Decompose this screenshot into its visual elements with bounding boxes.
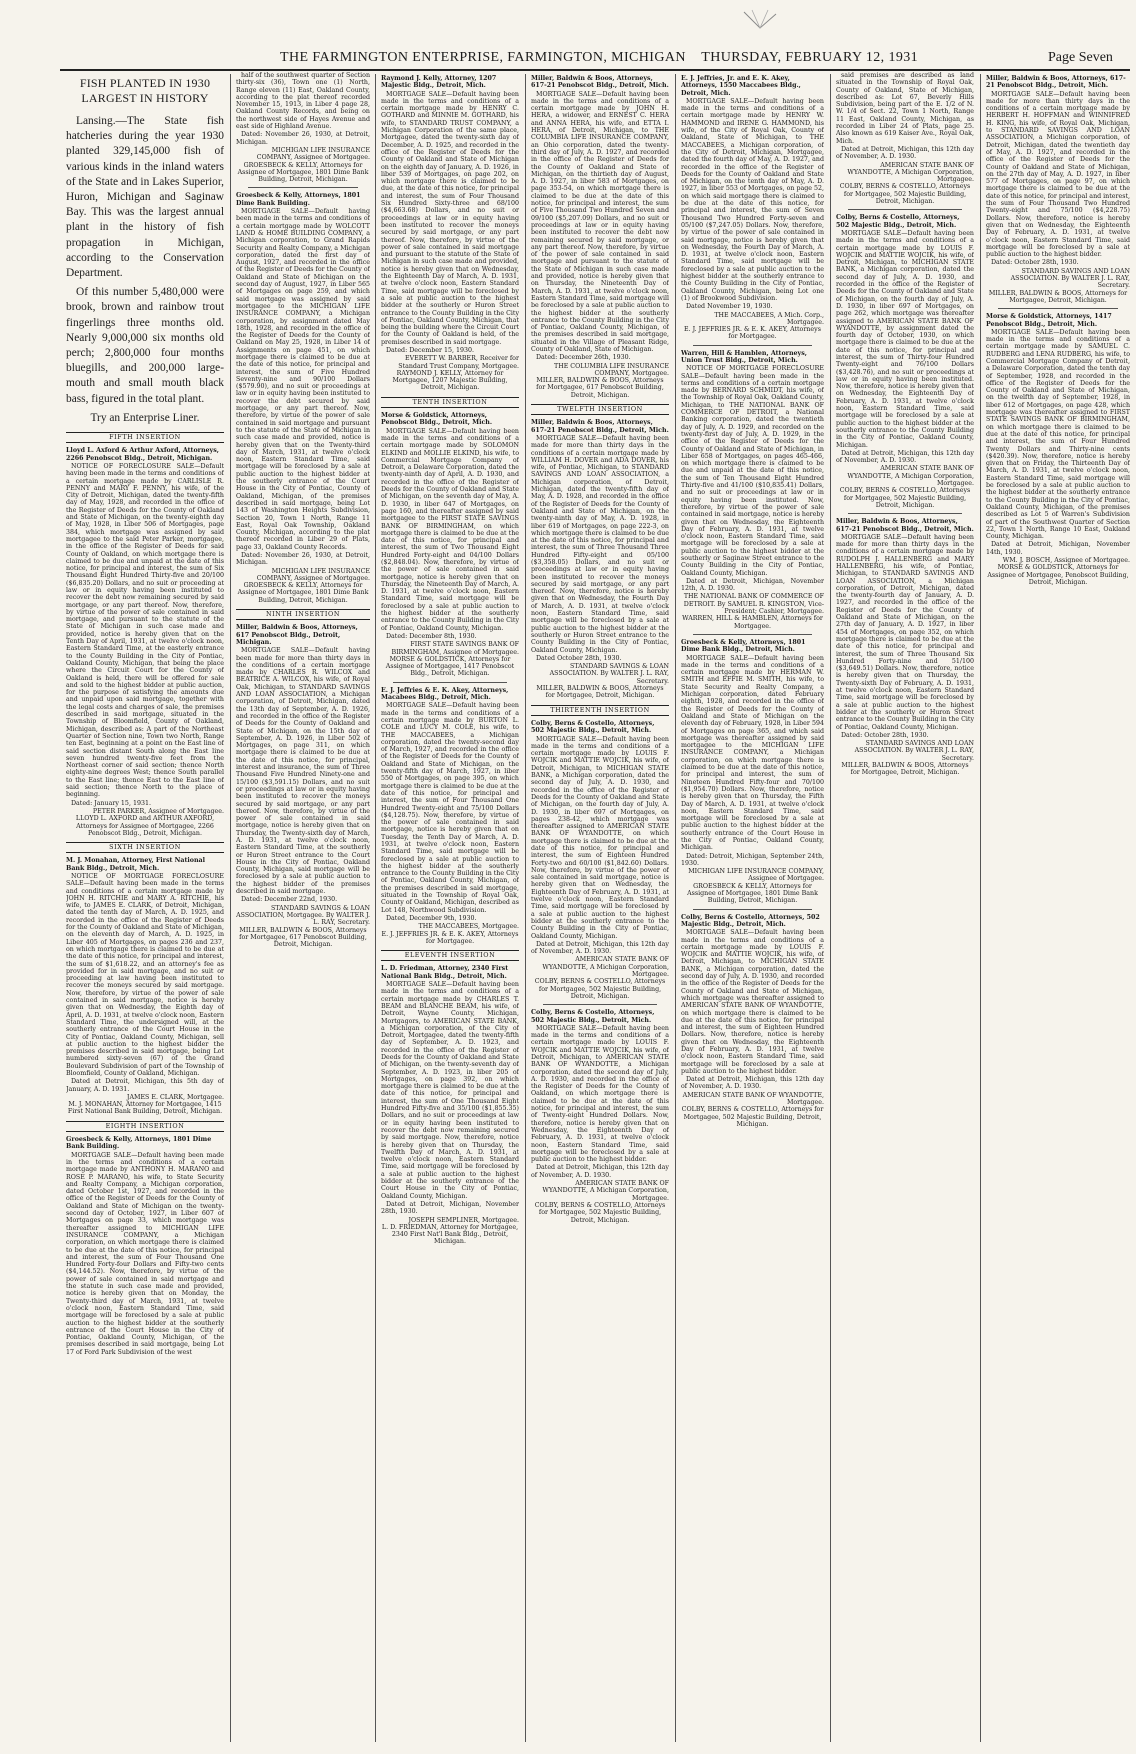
notice-signature: AMERICAN STATE BANK OF WYANDOTTE, A Michigan Corporation, Mortgagee. bbox=[542, 1180, 669, 1202]
notice-attorney: MILLER, BALDWIN & BOOS, Attorneys for Mortgagee, Detroit, Michigan. bbox=[988, 289, 1128, 304]
notice-date: Dated: Detroit, Michigan, September 24th, 1930. bbox=[681, 852, 824, 867]
column-6 bbox=[836, 72, 974, 1742]
notice-body: MORTGAGE SALE—Default having been made for more than thirty days in the conditions of a certain mortgage made by CHARLES R. WILCOX and BEATRICE A. WILCOX, his wife, of Royal Oak, Michigan, to STANDARD SAVINGS AND LOAN ASSOCIATION, a Michigan corporation, of Detroit, Michigan, dated the 13th day of September, A. D. 1926, and recorded in the office of the Register of Deeds for the County of Oakland and State of Michigan, on the 15th day of September, A. D. 1926, in Liber 502 of Mortgages, on page 311, on which mortgage there is claimed to be due at the date of this notice, for principal, interest and insurance, the sum of Three Thousand Five Hundred Ninety-one and 15/100 ($3,591.15) Dollars, and no suit or proceedings at law or in equity having been instituted to recover the moneys secured by said mortgage, or any part thereof. Now, therefore, by virtue of the power of sale contained in said mortgage, notice is hereby given that on Thursday, the Twenty-sixth day of March, A. D. 1931, at twelve o'clock noon, Eastern Standard Time, at the southerly or Huron Street entrance to the Court House in the City of Pontiac, Oakland County, Michigan, said mortgage will be foreclosed by a sale at public auction to the highest bidder of the premises described in said mortgage. bbox=[236, 647, 370, 896]
notice-body: MORTGAGE SALE—Default having been made in the terms and conditions of a certain mortgage made by LOUIS F. WOJCIK and MATTIE WOJCIK, his wife, of Detroit, Michigan, to MICHIGAN STATE BANK, a Michigan corporation, dated the second day of July, A. D. 1930, and recorded in the office of the Register of Deeds for the County of Oakland and State of Michigan, which mortgage was thereafter assigned to AMERICAN STATE BANK OF WYANDOTTE, on which mortgage there is claimed to be due at the date of this notice, for principal and interest, the sum of Eighteen Hundred Dollars. Now, therefore, notice is hereby given that on Wednesday, the Eighteenth Day of February, A. D. 1931, at twelve o'clock noon, Eastern Standard Time, said mortgage will be foreclosed by a sale at public auction to the highest bidder. bbox=[681, 929, 824, 1075]
notice-signature: AMERICAN STATE BANK OF WYANDOTTE, A Michigan Corporation, Mortgagee. bbox=[542, 956, 669, 979]
notice-body: MORTGAGE SALE—Default having been made for more than thirty days in the conditions of a certain mortgage made by WILLIAM H. DOVER and ADA DOVER, his wife, of Pontiac, Michigan, to STANDARD SAVINGS AND LOAN ASSOCIATION, a Michigan corporation, of Detroit, Michigan, dated the twenty-fifth day of May, A. D. 1928, and recorded in the office of the Register of Deeds for the County of Oakland and State of Michigan, on the twenty-ninth day of May, A. D. 1928, in liber 619 of Mortgages, on page 222-3, on which mortgage there is claimed to be due at the date of this notice, for principal and interest, the sum of Three Thousand Three Hundred Fifty-eight and 05/100 ($3,358.05) Dollars, and no suit or proceedings at law or in equity having been instituted to recover the moneys secured by said mortgage, or any part thereof. Now, therefore, notice is hereby given that on Wednesday, the Fourth Day of March, A. D. 1931, at twelve o'clock noon, Eastern Standard Time, said mortgage will be foreclosed by a sale at public auction to the highest bidder at the southerly or Huron Street entrance to the County Building in the City of Pontiac, Oakland County, Michigan. bbox=[531, 434, 669, 654]
notice-body: NOTICE OF MORTGAGE FORECLOSURE SALE—Default having been made in the terms and conditions of a certain mortgage made by BERNARD SCHMIDT, his wife, of the Township of Royal Oak, Oakland County, Michigan, to THE NATIONAL BANK OF COMMERCE OF DETROIT, a National Banking corporation, dated the twentieth day of July, A. D. 1929, and recorded on the twenty-first day of July, A. D. 1929, in the office of the Register of Deeds for the County of Oakland and State of Michigan, in Liber 658 of Mortgages, on pages 465-466, on which mortgage there is claimed to be due and unpaid at the date of this notice, the sum of Ten Thousand Eight Hundred Thirty-five and 41/100 ($10,835.41) Dollars, and no suit or proceedings at law or in equity having been instituted. Now, therefore, by virtue of the power of sale contained in said mortgage, notice is hereby given that on Wednesday, the Eighteenth Day of February, A. D. 1931, at twelve o'clock noon, Eastern Standard Time, said mortgage will be foreclosed by a sale at public auction to the highest bidder at the southerly or Saginaw Street entrance to the County Building in the City of Pontiac, Oakland County, Michigan. bbox=[681, 365, 824, 577]
notice-attorney: MORSE & GOLDSTICK, Attorneys for Assignee of Mortgagee, Penobscot Building, Detroit, Michigan. bbox=[987, 564, 1129, 586]
legal-notice bbox=[66, 857, 224, 1115]
section-heading: SIXTH INSERTION bbox=[66, 842, 224, 853]
legal-notice bbox=[986, 313, 1130, 586]
masthead-paper-name: THE FARMINGTON ENTERPRISE, FARMINGTON, MICHIGAN bbox=[280, 50, 686, 65]
notice-date: Dated at Detroit, Michigan, this 12th day of November, A. D. 1930. bbox=[531, 1164, 669, 1179]
column-2 bbox=[236, 72, 370, 1742]
notice-signature: AMERICAN STATE BANK OF WYANDOTTE, A Michigan Corporation, Mortgagee. bbox=[847, 161, 974, 184]
legal-notice bbox=[531, 720, 669, 1000]
lead-headline bbox=[66, 76, 224, 106]
notice-body: MORTGAGE SALE—Default having been made in the terms and conditions of a certain mortgage made by HENRY W. HAMMOND and IRENE G. HAMMOND, his wife, of the City of Royal Oak, County of Oakland, State of Michigan, to THE MACCABEES, a Michigan corporation, of the City of Detroit, Michigan, Mortgagee, dated the fourth day of May, A. D. 1927, and recorded in the office of the Register of Deeds for the County of Oakland and State of Michigan, on the tenth day of May, A. D. 1927, in liber 553 of Mortgages, on page 52, on which said mortgage there is claimed to be due at the date of this notice, for principal and interest, the sum of Seven Thousand Two Hundred Forty-seven and 05/100 ($7,247.05) Dollars. Now, therefore, by virtue of the power of sale contained in said mortgage, notice is hereby given that on Wednesday, the Fourth Day of March, A. D. 1931, at twelve o'clock noon, Eastern Standard Time, said mortgage will be foreclosed by a sale at public auction to the highest bidder at the southerly entrance to the County Building in the City of Pontiac, Oakland County, Michigan, being Lot one (1) of Brookwood Subdivision. bbox=[681, 97, 824, 302]
legal-notice bbox=[236, 192, 370, 604]
lead-liner: Try an Enterprise Liner. bbox=[90, 411, 200, 424]
notice-heading: Miller, Baldwin & Boos, Attorneys, 617 Penobscot Bldg., Detroit, Michigan. bbox=[236, 624, 358, 646]
notice-divider bbox=[693, 909, 812, 910]
legal-notice bbox=[66, 447, 224, 837]
notice-divider bbox=[393, 682, 507, 683]
notice-attorney: GROESBECK & KELLY, Attorneys for Assignee of Mortgagee, 1801 Dime Bank Building, Detroit, Michigan. bbox=[687, 882, 818, 905]
legal-notice bbox=[681, 639, 824, 905]
notice-body: MORTGAGE SALE—Default having been made in the terms and conditions of a certain mortgage made by LOUIS F. WOJCIK and MATTIE WOJCIK, his wife, of Detroit, Michigan, to AMERICAN STATE BANK OF WYANDOTTE, a Michigan corporation, dated the second day of July, A. D. 1930, and recorded in the office of the Register of Deeds for the County of Oakland, on which mortgage there is claimed to be due at the date of this notice, for principal and interest, the sum of Twenty-eight Hundred Dollars. Now, therefore, notice is hereby given that on Wednesday, the Eighteenth Day of February, A. D. 1931, at twelve o'clock noon, Eastern Standard Time, said mortgage will be foreclosed by a sale at public auction to the highest bidder. bbox=[531, 1024, 669, 1164]
notice-signature: WM. J. BOSCH, Assignee of Mortgagee. bbox=[1002, 557, 1130, 564]
legal-notice bbox=[381, 412, 519, 678]
notice-body: MORTGAGE SALE—Default having been made for more than thirty days in the conditions of a certain mortgage made by HERBERT H. HOFFMAN and WINNIFRED H. KING, his wife, of Royal Oak, Michigan, to STANDARD SAVINGS AND LOAN ASSOCIATION, a Michigan corporation, of Detroit, Michigan, dated the twentieth day of May, A. D. 1927, and recorded in the office of the Register of Deeds for the County of Oakland and State of Michigan, on the 27th day of May, A. D. 1927, in liber 577 of Mortgages, on page 97, on which mortgage there is claimed to be due at the date of this notice, for principal and interest, the sum of Four Thousand Two Hundred Twenty-eight and 75/100 ($4,228.75) Dollars. Now, therefore, notice is hereby given that on Wednesday, the Eighteenth Day of February, A. D. 1931, at twelve o'clock noon, Eastern Standard Time, said mortgage will be foreclosed by a sale at public auction to the highest bidder. bbox=[986, 90, 1130, 259]
notice-signature: THE COLUMBIA LIFE INSURANCE COMPANY, Mortgagee. bbox=[554, 362, 669, 377]
masthead-title bbox=[280, 50, 1040, 66]
notice-attorney: RAYMOND J. KELLY, Attorney for Mortgagee, 1207 Majestic Building, Detroit, Michigan. bbox=[392, 369, 508, 392]
notice-heading: M. J. Monahan, Attorney, First National Bank Bldg., Detroit, Mich. bbox=[66, 857, 206, 872]
notice-date: Dated: October 28th, 1930. bbox=[841, 731, 929, 739]
notice-signature: JAMES E. CLARK, Mortgagee. bbox=[126, 1093, 224, 1101]
notice-body: half of the southwest quarter of Section thirty-six (36), Town one (1) North, Range eleven (11) East, Oakland County, according to the plat thereof recorded November 15, 1913, in Liber 4 page 28, Oakland County Records, and being on the northwest side of Hayes Avenue and east side of Highland Avenue. bbox=[236, 72, 370, 131]
legal-notice bbox=[381, 687, 519, 945]
legal-notice bbox=[531, 75, 669, 399]
notice-date: Dated: December 8th, 1930. bbox=[386, 632, 477, 640]
notice-signature: STANDARD SAVINGS & LOAN ASSOCIATION. By WALTER J. L. RAY, Secretary. bbox=[549, 663, 669, 685]
notice-body: said premises are described as land situated in the Township of Royal Oak, County of Oakland, State of Michigan, described as: Lot 67, Beverly Hills Subdivision, being part of the E. 1/2 of N. W. 1/4 of Sect. 22, Town 1 North, Range 11 East, Oakland County, Michigan, as recorded in Liber 24 of Plats, page 25. Also known as 619 Kaiser Ave., Royal Oak, Mich. bbox=[836, 72, 974, 145]
notice-attorney: COLBY, BERNS & COSTELLO, Attorneys for Mortgagee, 502 Majestic Building, Detroit, Michigan. bbox=[681, 1106, 824, 1128]
notice-signature: MICHIGAN LIFE INSURANCE COMPANY, Assignee of Mortgagee. bbox=[688, 868, 824, 883]
ink-smudge bbox=[740, 8, 780, 34]
notice-date: Dated at Detroit, Michigan, November 12th, A. D. 1930. bbox=[681, 577, 824, 593]
column-4 bbox=[531, 72, 669, 1742]
notice-signature: JOSEPH SEMPLINER, Mortgagee. bbox=[408, 1216, 519, 1224]
notice-date: Dated: December 26th, 1930. bbox=[536, 354, 631, 362]
notice-heading: Morse & Goldstick, Attorneys, Penobscot Bldg., Detroit, Mich. bbox=[381, 412, 493, 427]
notice-heading: Raymond J. Kelly, Attorney, 1207 Majestic Bldg., Detroit, Mich. bbox=[381, 75, 497, 90]
legal-notice bbox=[681, 350, 824, 630]
notice-body: MORTGAGE SALE—Default having been made in the terms and conditions of a certain mortgage made by CHARLES T. BEAM and BLANCHE BEAM, his wife, of Detroit, Wayne County, Michigan, Mortgagors, to AMERICAN STATE BANK, a Michigan corporation, of the City of Detroit, Mortgagee, dated the twenty-fifth day of September, A. D. 1923, and recorded in the office of the Register of Deeds for the County of Oakland and State of Michigan, on the twenty-seventh day of September, A. D. 1923, in liber 205 of Mortgages, on page 392, on which mortgage there is claimed to be due at the date of this notice, for principal and interest, the sum of One Thousand Eight Hundred Fifty-five and 35/100 ($1,855.35) Dollars, and no suit or proceedings at law or in equity having been instituted to recover the debt now remaining secured by said mortgage. Now, therefore, notice is hereby given that on Thursday, the Twelfth Day of March, A. D. 1931, at twelve o'clock noon, Eastern Standard Time, said mortgage will be foreclosed by a sale at public auction to the highest bidder at the southerly entrance of the Court House in the City of Pontiac, Oakland County, Michigan. bbox=[381, 981, 519, 1200]
legal-notice bbox=[836, 214, 974, 509]
notice-attorney: MILLER, BALDWIN & BOOS, Attorneys for Mortgagee, Detroit, Michigan. bbox=[841, 762, 969, 777]
column-5 bbox=[681, 72, 824, 1742]
notice-signature: EVERETT W. BARBER, Receiver for Standard Trust Company, Mortgagee. bbox=[398, 355, 519, 370]
notice-attorney: MILLER, BALDWIN & BOOS, Attorneys for Mortgagee, 617 Penobscot Building, Detroit, Michigan. bbox=[536, 377, 664, 399]
notice-attorney: L. D. FRIEDMAN, Attorney for Mortgagee, 2340 First Nat'l Bank Bldg., Detroit, Michigan. bbox=[381, 1223, 519, 1246]
legal-notice bbox=[66, 1136, 224, 1356]
column-rule bbox=[230, 74, 231, 1742]
notice-attorney: COLBY, BERNS & COSTELLO, Attorneys for Mortgagee, 502 Majestic Building, Detroit, Michigan. bbox=[839, 487, 971, 509]
notice-heading: Morse & Goldstick, Attorneys, 1417 Penobscot Bldg., Detroit, Mich. bbox=[986, 313, 1112, 328]
notice-attorney: GROESBECK & KELLY, Attorneys for Assignee of Mortgagee, 1801 Dime Bank Building, Detroit, Michigan. bbox=[237, 161, 369, 184]
legal-notice bbox=[236, 624, 370, 948]
notice-heading: Groesbeck & Kelly, Attorneys, 1801 Dime Bank Bldg., Detroit, Mich. bbox=[681, 638, 806, 654]
notice-heading: Groesbeck & Kelly, Attorneys, 1801 Dime Bank Building. bbox=[236, 192, 361, 207]
notice-attorney: E. J. JEFFRIES JR. & E. K. AKEY, Attorneys for Mortgagee. bbox=[381, 930, 519, 945]
notice-body: MORTGAGE SALE—Default having been made in the terms and conditions of a certain mortgage made by SAMUEL C. RUDBERG and LENA RUDBERG, his wife, to Commercial Mortgage Company of Detroit, a Delaware Corporation, dated the tenth day of September, 1928, and recorded in the office of the Register of Deeds for the County of Oakland and State of Michigan, on the twelfth day of September, 1928, in liber 612 of Mortgages, on page 428, which mortgage was thereafter assigned to FIRST STATE SAVINGS BANK OF BIRMINGHAM, on which mortgage there is claimed to be due at the date of this notice, for principal and interest, the sum of Four Hundred Twenty Dollars and Thirty-nine cents ($420.39). Now, therefore, notice is hereby given that on Friday, the Thirteenth Day of March, A. D. 1931, at twelve o'clock noon, Eastern Standard Time, said mortgage will be foreclosed by a sale at public auction to the highest bidder at the southerly entrance to the County Building in the City of Pontiac, Oakland County, Michigan, of the premises described as Lot 5 of Warren's Subdivision of part of the Southwest Quarter of Section 22, Town 1 North, Range 10 East, Oakland County, Michigan. bbox=[986, 328, 1130, 541]
notice-date: Dated: January 15, 1931. bbox=[71, 799, 151, 807]
column-3 bbox=[381, 72, 519, 1742]
notice-heading: L. D. Friedman, Attorney, 2340 First National Bank Bldg., Detroit, Mich. bbox=[381, 965, 509, 980]
notice-heading: Colby, Berns & Costello, Attorneys, 502 Majestic Bldg., Detroit, Mich. bbox=[531, 1009, 655, 1024]
notice-attorney: GROESBECK & KELLY, Attorneys for Assignee of Mortgagee, 1801 Dime Bank Building, Detroit, Michigan. bbox=[237, 582, 369, 604]
legal-notice bbox=[236, 72, 370, 183]
notice-attorney: E. J. JEFFRIES JR. & E. K. AKEY, Attorneys for Mortgagee. bbox=[684, 326, 821, 341]
notice-date: Dated at Detroit, Michigan, this 5th day of January, A. D. 1931. bbox=[66, 1078, 224, 1093]
notice-signature: MICHIGAN LIFE INSURANCE COMPANY, Assignee of Mortgagee. bbox=[256, 567, 370, 582]
notice-heading: Miller, Baldwin & Boos, Attorneys, 617-21 Penobscot Bldg., Detroit, Mich. bbox=[531, 419, 669, 434]
notice-signature: THE MACCABEES, Mortgagee. bbox=[418, 923, 519, 931]
notice-divider bbox=[693, 634, 812, 635]
lead-headline-line-2: LARGEST IN HISTORY bbox=[81, 91, 209, 105]
notice-signature: STANDARD SAVINGS & LOAN ASSOCIATION, Mortgagee. By WALTER J. L. RAY, Secretary. bbox=[236, 904, 370, 927]
notice-date: Dated: November 26, 1930, at Detroit, Michigan. bbox=[236, 552, 370, 567]
notice-heading: E. J. Jeffries, Jr. and E. K. Akey, Attorneys, 1550 Maccabees Bldg., Detroit, Mich. bbox=[681, 75, 801, 97]
notice-attorney: COLBY, BERNS & COSTELLO, Attorneys for Mortgagee, 502 Majestic Building, Detroit, Michigan. bbox=[534, 978, 666, 1000]
legal-notice bbox=[681, 914, 824, 1129]
notice-attorney: COLBY, BERNS & COSTELLO, Attorneys for Mortgagee, 502 Majestic Building, Detroit, Michigan. bbox=[839, 183, 971, 206]
notice-signature: THE NATIONAL BANK OF COMMERCE OF DETROIT. By SAMUEL R. KINGSTON, Vice-President; Cashier, Mortgagee. bbox=[683, 593, 824, 616]
section-heading: TENTH INSERTION bbox=[381, 397, 519, 408]
notice-date: Dated at Detroit, Michigan, November 14th, 1930. bbox=[986, 541, 1130, 556]
notice-signature: FIRST STATE SAVINGS BANK OF BIRMINGHAM, Assignee of Mortgagee. bbox=[391, 641, 519, 656]
notice-body: MORTGAGE SALE—Default having been made in the terms and conditions of a certain mortgage made by LOUIS F. WOJCIK and MATTIE WOJCIK, his wife, of Detroit, Michigan, to MICHIGAN STATE BANK, a Michigan corporation, dated the second day of July, A. D. 1930, and recorded in the office of the Register of Deeds for the County of Oakland and State of Michigan, on the fourth day of July, A. D. 1930, in liber 697 of Mortgages, on pages 238-42, which mortgage was thereafter assigned to AMERICAN STATE BANK OF WYANDOTTE, on which mortgage there is claimed to be due at the date of this notice, for principal and interest, the sum of Eighteen Hundred Forty-two and 60/100 ($1,842.60) Dollars. Now, therefore, by virtue of the power of sale contained in said mortgage, notice is hereby given that on Wednesday, the Eighteenth Day of February, A. D. 1931, at twelve o'clock noon, Eastern Standard Time, said mortgage will be foreclosed by a sale at public auction to the highest bidder at the southerly entrance to the County Building in the City of Pontiac, Oakland County, Michigan. bbox=[531, 735, 669, 940]
page-number: Page Seven bbox=[1048, 50, 1113, 65]
section-heading: THIRTEENTH INSERTION bbox=[531, 705, 669, 716]
lead-paragraph: Of this number 5,480,000 were brook, brown and rainbow trout fingerlings three months old. Nearly 9,000,000 six months old perch; 2,800,000 four months bluegills, and 200,000 large-mouth and small mouth black bass, figured in the total plant. bbox=[66, 286, 224, 405]
notice-date: Dated at Detroit, Michigan, this 12th day of November, A. D. 1930. bbox=[836, 145, 974, 161]
notice-divider bbox=[848, 513, 962, 514]
notice-heading: Miller, Baldwin & Boos, Attorneys, 617-21 Penobscot Bldg., Detroit, Mich. bbox=[986, 75, 1126, 90]
section-heading: NINTH INSERTION bbox=[236, 609, 370, 620]
notice-attorney: MORSE & GOLDSTICK, Attorneys for Assignee of Mortgagee, 1417 Penobscot Bldg., Detroit, Michigan. bbox=[385, 655, 515, 678]
notice-signature: MICHIGAN LIFE INSURANCE COMPANY, Assignee of Mortgagee. bbox=[256, 146, 370, 162]
notice-date: Dated at Detroit, Michigan, this 12th day of November, A. D. 1930. bbox=[531, 940, 669, 956]
section-heading: TWELFTH INSERTION bbox=[531, 404, 669, 415]
notice-heading: Colby, Berns & Costello, Attorneys, 502 Majestic Bldg., Detroit, Mich. bbox=[531, 719, 655, 735]
column-rule bbox=[830, 74, 831, 1742]
notice-heading: Groesbeck & Kelly, Attorneys, 1801 Dime Bank Building. bbox=[66, 1136, 212, 1151]
column-1 bbox=[66, 72, 224, 1742]
notice-date: Dated: December 22nd, 1930. bbox=[241, 896, 338, 904]
masthead-date: THURSDAY, FEBRUARY 12, 1931 bbox=[701, 50, 919, 65]
legal-notice bbox=[381, 965, 519, 1245]
legal-notice bbox=[836, 72, 974, 205]
notice-divider bbox=[543, 1004, 657, 1005]
notice-body: NOTICE OF MORTGAGE FORECLOSURE SALE—Default having been made in the terms and conditions of a certain mortgage made by JOHN H. RITCHIE and MARY A. RITCHIE, his wife, to JAMES E. CLARK, of Detroit, Michigan, dated the tenth day of March, A. D. 1925, and recorded in the office of the Register of Deeds for the County of Oakland and State of Michigan, on the eleventh day of March, A. D. 1925, in Liber 405 of Mortgages, on pages 236 and 237, on which mortgage there is claimed to be due at the date of this notice, for principal and interest, the sum of $1,618.22, and an attorney's fee as provided for in said mortgage, and no suit or proceeding at law having been instituted to recover the moneys secured by said mortgage. Now, therefore, by virtue of the power of sale contained in said mortgage, notice is hereby given that on Wednesday, the Eighth day of April, A. D. 1931, at twelve o'clock noon, Eastern Standard Time, the undersigned will, at the southerly entrance of the Court House in the City of Pontiac, Oakland County, Michigan, sell at public auction to the highest bidder the premises described in said mortgage, being Lot numbered sixty-seven (67) of the Grand Boulevard Subdivision of part of the Township of Bloomfield, County of Oakland, Michigan. bbox=[66, 872, 224, 1077]
notice-body: MORTGAGE SALE—Default having been made in the terms and conditions of a certain mortgage made by LOUIS F. WOJCIK and MATTIE WOJCIK, his wife, of Detroit, Michigan, to MICHIGAN STATE BANK, a Michigan corporation, dated the second day of July, A. D. 1930, and recorded in the office of the Register of Deeds for the County of Oakland and State of Michigan, on the fourth day of July, A. D. 1930, in liber 697 of Mortgages, on page 262, which mortgage was thereafter assigned to AMERICAN STATE BANK OF WYANDOTTE, by assignment dated the fourth day of October, 1930, on which mortgage there is claimed to be due at the date of this notice, for principal and interest, the sum of Thirty-four Hundred Twenty-eight and 76/100 Dollars ($3,428.76), and no suit or proceedings at law or in equity having been instituted. Now, therefore, notice is hereby given that on Wednesday, the Eighteenth Day of February, A. D. 1931, at twelve o'clock noon, Eastern Standard Time, said mortgage will be foreclosed by a sale at public auction to the highest bidder at the southerly entrance to the County Building in the City of Pontiac, Oakland County, Michigan. bbox=[836, 229, 974, 449]
notice-body: MORTGAGE SALE—Default having been made in the terms and conditions of a certain mortgage made by BURTON L. COLE and LUCY M. COLE, his wife, to THE MACCABEES, a Michigan corporation, dated the twenty-second day of March, 1927, and recorded in the office of the Register of Deeds for the County of Oakland and State of Michigan, on the twenty-fifth day of March, 1927, in liber 550 of Mortgages, on page 395, on which mortgage there is claimed to be due at the date of this notice, for principal and interest, the sum of Four Thousand One Hundred Twenty-eight and 75/100 Dollars ($4,128.75). Now, therefore, by virtue of the power of sale contained in said mortgage, notice is hereby given that on Tuesday, the Tenth Day of March, A. D. 1931, at twelve o'clock noon, Eastern Standard Time, said mortgage will be foreclosed by a sale at public auction to the highest bidder at the southerly entrance to the County Building in the City of Pontiac, Oakland County, Michigan, of the premises described in said mortgage, situated in the Township of Royal Oak, County of Oakland, Michigan, described as Lot 148, Northwood Subdivision. bbox=[381, 702, 519, 914]
notice-body: MORTGAGE SALE—Default having been made in the terms and conditions of a certain mortgage made by SOLOMON ELKIND and MOLLIE ELKIND, his wife, to Commercial Mortgage Company of Detroit, a Delaware Corporation, dated the twenty-ninth day of April, A. D. 1930, and recorded in the office of the Register of Deeds for the County of Oakland and State of Michigan, on the seventh day of May, A. D. 1930, in liber 647 of Mortgages, on page 160, and thereafter assigned by said mortgagee to the FIRST STATE SAVINGS BANK OF BIRMINGHAM, on which mortgage there is claimed to be due at the date of this notice, for principal and interest, the sum of Two Thousand Eight Hundred Forty-eight and 04/100 Dollars ($2,848.04). Now, therefore, by virtue of the power of sale contained in said mortgage, notice is hereby given that on Thursday, the Nineteenth Day of March, A. D. 1931, at twelve o'clock noon, Eastern Standard Time, said mortgage will be foreclosed by a sale at public auction to the highest bidder at the southerly entrance to the County Building in the City of Pontiac, Oakland County, Michigan. bbox=[381, 427, 519, 632]
legal-notice bbox=[986, 75, 1130, 304]
notice-attorney: MILLER, BALDWIN & BOOS, Attorneys for Mortgagee, 617 Penobscot Building, Detroit, Michigan. bbox=[239, 926, 367, 949]
notice-heading: Miller, Baldwin & Boos, Attorneys, 617-21 Penobscot Bldg., Detroit, Mich. bbox=[531, 75, 669, 90]
column-rule bbox=[980, 74, 981, 1742]
notice-signature: AMERICAN STATE BANK OF WYANDOTTE, Mortgagee. bbox=[682, 1091, 824, 1107]
notice-heading: Colby, Berns & Costello, Attorneys, 502 Majestic Bldg., Detroit, Mich. bbox=[681, 913, 820, 928]
notice-signature: AMERICAN STATE BANK OF WYANDOTTE, A Michigan Corporation, Mortgagee. bbox=[847, 465, 974, 488]
notice-body: MORTGAGE SALE—Default having been made in the terms and conditions of a certain mortgage made by WOLCOTT LAND & HOME BUILDING COMPANY, a Michigan corporation, to Grand Rapids Security and Realty Company, a Michigan corporation, dated the first day of August, 1927, and recorded in the office of the Register of Deeds for the County of Oakland and State of Michigan on the second day of August, 1927, in Liber 565 of Mortgages on page 259, and which said mortgage was assigned by said mortgagee to the MICHIGAN LIFE INSURANCE COMPANY, a Michigan corporation, by assignment dated May 18th, 1928, and recorded in the office of the Register of Deeds for the County of Oakland on May 25, 1928, in Liber 14 of Assignments on page 451, on which mortgage there is claimed to be due at the date of this notice, for principal and interest, the sum of Five Hundred Seventy-nine and 90/100 Dollars ($579.90), and no suit or proceedings at law or in equity having been instituted to recover the debt secured by said mortgage, or any part thereof. Now, therefore, by virtue of the power of sale contained in said mortgage and pursuant to the statute of the State of Michigan in such case made and provided, notice is hereby given that on the Twenty-third day of March, 1931, at twelve o'clock noon, Eastern Standard Time, said mortgage will be foreclosed by a sale at public auction to the highest bidder at the southerly entrance of the Court House in the City of Pontiac, County of Oakland, Michigan, of the premises described in said mortgage, being Lot 143 of Washington Heights Subdivision, Section 20, Town 1 North, Range 11 East, Royal Oak Township, Oakland County, Michigan, according to the plat thereof recorded in Liber 29 of Plats, page 33, Oakland County Records. bbox=[236, 208, 370, 551]
notice-signature: STANDARD SAVINGS AND LOAN ASSOCIATION. By WALTER J. L. RAY, Secretary. bbox=[854, 740, 974, 762]
notice-body: MORTGAGE SALE—Default having been made in the terms and conditions of a certain mortgage made by HERMAN W. SMITH and EFFIE M. SMITH, his wife, to State Security and Realty Company, a Michigan corporation, dated February eighth, 1928, and recorded in the office of the Register of Deeds for the County of Oakland and State of Michigan on the eleventh day of February, 1928, in Liber 594 of Mortgages on page 365, and which said mortgage was thereafter assigned by said mortgagee to the MICHIGAN LIFE INSURANCE COMPANY, a Michigan corporation, on which mortgage there is claimed to be due at the date of this notice, for principal and interest, the sum of Nineteen Hundred Fifty-four and 70/100 ($1,954.70) Dollars. Now, therefore, notice is hereby given that on Thursday, the Fifth Day of March, A. D. 1931, at twelve o'clock noon, Eastern Standard Time, said mortgage will be foreclosed by a sale at public auction to the highest bidder at the southerly entrance of the Court House in the City of Pontiac, Oakland County, Michigan. bbox=[681, 654, 824, 852]
notice-heading: Miller, Baldwin & Boos, Attorneys, 617-21 Penobscot Bldg., Detroit, Mich. bbox=[836, 518, 974, 533]
notice-attorney: WARREN, HILL & HAMBLEN, Attorneys for Mortgagee. bbox=[682, 615, 823, 630]
section-heading: FIFTH INSERTION bbox=[66, 432, 224, 443]
legal-notice bbox=[531, 1009, 669, 1224]
legal-notice bbox=[681, 75, 824, 341]
notice-date: Dated: December 15, 1930. bbox=[386, 346, 475, 354]
notice-divider bbox=[998, 308, 1118, 309]
notice-heading: Warren, Hill & Hamblen, Attorneys, Union Trust Bldg., Detroit, Mich. bbox=[681, 349, 807, 364]
notice-body: MORTGAGE SALE—Default having been made in the terms and conditions of a certain mortgage made by ANTHONY H. MARANO and ROSE P. MARANO, his wife, to State Security and Realty Company, a Michigan corporation, dated October 1st, 1927, and recorded in the office of the Register of Deeds for the County of Oakland and State of Michigan on the twenty-second day of October, 1927, in Liber 607 of Mortgages on page 33, which mortgage was thereafter assigned to MICHIGAN LIFE INSURANCE COMPANY, a Michigan corporation, on which mortgage there is claimed to be due at the date of this notice, for principal and interest, the sum of Four Thousand One Hundred Forty-four Dollars and Fifty-two cents ($4,144.52). Now, therefore, by virtue of the power of sale contained in said mortgage and the statute in such case made and provided, notice is hereby given that on Monday, the Twenty-third day of March, 1931, at twelve o'clock noon, Eastern Standard Time, said mortgage will be foreclosed by a sale at public auction to the highest bidder at the southerly entrance of the Court House in the City of Pontiac, Oakland County, Michigan, of the premises described in said mortgage, being Lot 17 of Ford Park Subdivision of the west bbox=[66, 1151, 224, 1356]
legal-notice bbox=[531, 419, 669, 699]
notice-attorney: LLOYD L. AXFORD and ARTHUR AXFORD, Attorneys for Assignee of Mortgagee, 2266 Penobscot Bldg., Detroit, Michigan. bbox=[75, 815, 215, 837]
notice-divider bbox=[848, 209, 962, 210]
notice-body: MORTGAGE SALE—Default having been made in the terms and conditions of a certain mortgage made by HENRY C. GOTHARD and MINNIE M. GOTHARD, his wife, to STANDARD TRUST COMPANY, a Michigan Corporation of the same place, Mortgagee, dated the twenty-sixth day of December, A. D. 1925, and recorded in the office of the Register of Deeds for the County of Oakland and State of Michigan on the eighth day of January, A. D. 1926, in liber 539 of Mortgages, on page 202, on which mortgage there is claimed to be due, at the date of this notice, for principal and interest, the sum of Four Thousand Six Hundred Sixty-three and 68/100 ($4,663.68) Dollars, and no suit or proceedings at law or in equity having been instituted to recover the moneys secured by said mortgage, or any part thereof. Now, therefore, by virtue of the power of sale contained in said mortgage and pursuant to the statute of the State of Michigan in such case made and provided, notice is hereby given that on Wednesday, the Eighteenth Day of March, A. D. 1931, at twelve o'clock noon, Eastern Standard Time, said mortgage will be foreclosed by a sale at public auction to the highest bidder at the southerly or Huron Street entrance to the County Building in the City of Pontiac, Oakland County, Michigan, that being the building where the Circuit Court for the County of Oakland is held, of the premises described in said mortgage. bbox=[381, 90, 519, 346]
notice-heading: E. J. Jeffries & E. K. Akey, Attorneys, Macabees Bldg., Detroit, Mich. bbox=[381, 686, 509, 702]
column-7 bbox=[986, 72, 1130, 1742]
column-rule bbox=[675, 74, 676, 1742]
notice-signature: PETER PARKER, Assignee of Mortgagee. bbox=[92, 807, 224, 815]
masthead-rule bbox=[60, 69, 1130, 71]
notice-divider bbox=[693, 345, 812, 346]
notice-heading: Lloyd L. Axford & Arthur Axford, Attorneys, 2266 Penobscot Bldg., Detroit, Michigan. bbox=[66, 447, 219, 462]
lead-article bbox=[66, 76, 224, 426]
notice-body: MORTGAGE SALE—Default having been made in the terms and conditions of a certain mortgage made by JOHN H. HERA, a widower, and ERNEST C. HERA and ANNA HERA, his wife, and ETTA I. HERA, of Detroit, Michigan, to THE COLUMBIA LIFE INSURANCE COMPANY, an Ohio corporation, dated the twenty-third day of July, A. D. 1927, and recorded in the office of the Register of Deeds for the County of Oakland and State of Michigan, on the thirtieth day of August, A. D. 1927, in liber 583 of Mortgages, on page 353-54, on which mortgage there is claimed to be due at the date of this notice, for principal and interest, the sum of Five Thousand Two Hundred Seven and 09/100 ($5,207.09) Dollars, and no suit or proceedings at law or in equity having been instituted to recover the debt now remaining secured by said mortgage, or any part thereof. Now, therefore, by virtue of the power of sale contained in said mortgage and pursuant to the statute of the State of Michigan in such case made and provided, notice is hereby given that on Thursday, the Nineteenth Day of March, A. D. 1931, at twelve o'clock noon, Eastern Standard Time, said mortgage will be foreclosed by a sale at public auction to the highest bidder at the southerly entrance to the County Building in the City of Pontiac, Oakland County, Michigan, of the premises described in said mortgage, situated in the Village of Pleasant Ridge, County of Oakland, State of Michigan. bbox=[531, 90, 669, 353]
notice-attorney: MILLER, BALDWIN & BOOS, Attorneys for Mortgagee, Detroit, Michigan. bbox=[536, 685, 664, 700]
notice-attorney: COLBY, BERNS & COSTELLO, Attorneys for Mortgagee, 502 Majestic Building, Detroit, Michigan. bbox=[534, 1201, 666, 1224]
lead-headline-line-1: FISH PLANTED IN 1930 bbox=[79, 76, 211, 90]
notice-divider bbox=[248, 187, 358, 188]
column-rule bbox=[525, 74, 526, 1742]
notice-date: Dated at Detroit, Michigan, this 12th day of November, A. D. 1930. bbox=[681, 1076, 824, 1091]
notice-body: MORTGAGE SALE—Default having been made for more than thirty days in the conditions of a certain mortgage made by RUDOLPH J. HALLENBERG and MARY HALLENBERG, his wife, of Pontiac, Michigan, to STANDARD SAVINGS AND LOAN ASSOCIATION, a Michigan corporation, of Detroit, Michigan, dated the twenty-fourth day of January, A. D. 1927, and recorded in the office of the Register of Deeds for the County of Oakland and State of Michigan, on the 27th day of January, A. D. 1927, in liber 454 of Mortgages, on page 352, on which mortgage there is claimed to be due at the date of this notice, for principal and interest, the sum of Three Thousand Six Hundred Forty-nine and 51/100 ($3,649.51) Dollars. Now, therefore, notice is hereby given that on Thursday, the Twenty-sixth Day of February, A. D. 1931, at twelve o'clock noon, Eastern Standard Time, said mortgage will be foreclosed by a sale at public auction to the highest bidder at the southerly or Huron Street entrance to the County Building in the City of Pontiac, Oakland County, Michigan. bbox=[836, 533, 974, 731]
notice-date: Dated at Detroit, Michigan, November 28th, 1930. bbox=[381, 1200, 519, 1216]
section-heading: EIGHTH INSERTION bbox=[66, 1121, 224, 1132]
notice-date: Dated November 19, 1930. bbox=[686, 303, 773, 311]
notice-date: Dated at Detroit, Michigan, this 12th day of November, A. D. 1930. bbox=[836, 449, 974, 465]
legal-notice bbox=[836, 518, 974, 776]
notice-date: Dated October 28th, 1930. bbox=[536, 654, 622, 662]
notice-signature: STANDARD SAVINGS AND LOAN ASSOCIATION. By WALTER J. L. RAY, Secretary. bbox=[1010, 267, 1130, 290]
lead-paragraph: Lansing.—The State fish hatcheries during the year 1930 planted 329,145,000 fish of various kinds in the inland waters of the State and in Lakes Superior, Huron, Michigan and Saginaw Bay. This was the largest annual plant in the history of fish propagation in Michigan, according to the Conservation Department. bbox=[66, 115, 224, 280]
notice-date: Dated, December 9th, 1930. bbox=[386, 914, 477, 922]
notice-signature: THE MACCABEES, A Mich. Corp., Mortgagee. bbox=[714, 311, 824, 326]
notice-body: NOTICE OF FORECLOSURE SALE—Default having been made in the terms and conditions of a certain mortgage made by CARLISLE R. PENNY and MARY F. PENNY, his wife, of the City of Detroit, Michigan, dated the twenty-fifth day of May, 1928, and recorded in the office of the Register of Deeds for the County of Oakland and State of Michigan, on the twenty-eighth day of May, 1928, in Liber 506 of Mortgages, page 384, which mortgage was assigned by said mortgagee to the said Peter Parker, mortgagee, in the office of the Register of Deeds for said County of Oakland, on which mortgage there is claimed to be due and unpaid at the date of this notice, for principal and interest, the sum of Six Thousand Eight Hundred Thirty-five and 20/100 ($6,835.20) Dollars, and no suit or proceeding at law or in equity having been instituted to recover the debt now remaining secured by said mortgage, or any part thereof. Now, therefore, by virtue of the power of sale contained in said mortgage, and pursuant to the statute of the State of Michigan in such case made and provided, notice is hereby given that on the Tenth Day of April, 1931, at twelve o'clock noon, Eastern Standard Time, at the easterly entrance to the County Building in the City of Pontiac, Oakland County, Michigan, that being the place where the Circuit Court for the County of Oakland is held, there will be offered for sale and sold to the highest bidder at public auction, for the purpose of satisfying the amounts due and unpaid upon said mortgage, together with the legal costs and charges of sale, the premises described in said mortgage, situated in the Township of Bloomfield, County of Oakland, Michigan, described as: A part of the Northeast Quarter of Section nine, Town two North, Range ten East, beginning at a point on the East line of said section distant South along the East line seven hundred twenty-five feet from the Northeast corner of said section; thence North eighty-nine degrees West; thence South parallel to the East line; thence East to the East line of said section; thence North to the place of beginning. bbox=[66, 462, 224, 799]
notice-date: Dated: October 28th, 1930. bbox=[991, 259, 1079, 267]
notice-heading: Colby, Berns & Costello, Attorneys, 502 Majestic Bldg., Detroit, Mich. bbox=[836, 214, 960, 229]
masthead bbox=[0, 0, 1136, 65]
section-heading: ELEVENTH INSERTION bbox=[381, 950, 519, 961]
column-rule bbox=[375, 74, 376, 1742]
notice-attorney: M. J. MONAHAN, Attorney for Mortgagee, 1415 First National Bank Building, Detroit, Michigan. bbox=[67, 1101, 223, 1116]
legal-notice bbox=[381, 75, 519, 392]
notice-date: Dated: November 26, 1930, at Detroit, Michigan. bbox=[236, 131, 370, 146]
